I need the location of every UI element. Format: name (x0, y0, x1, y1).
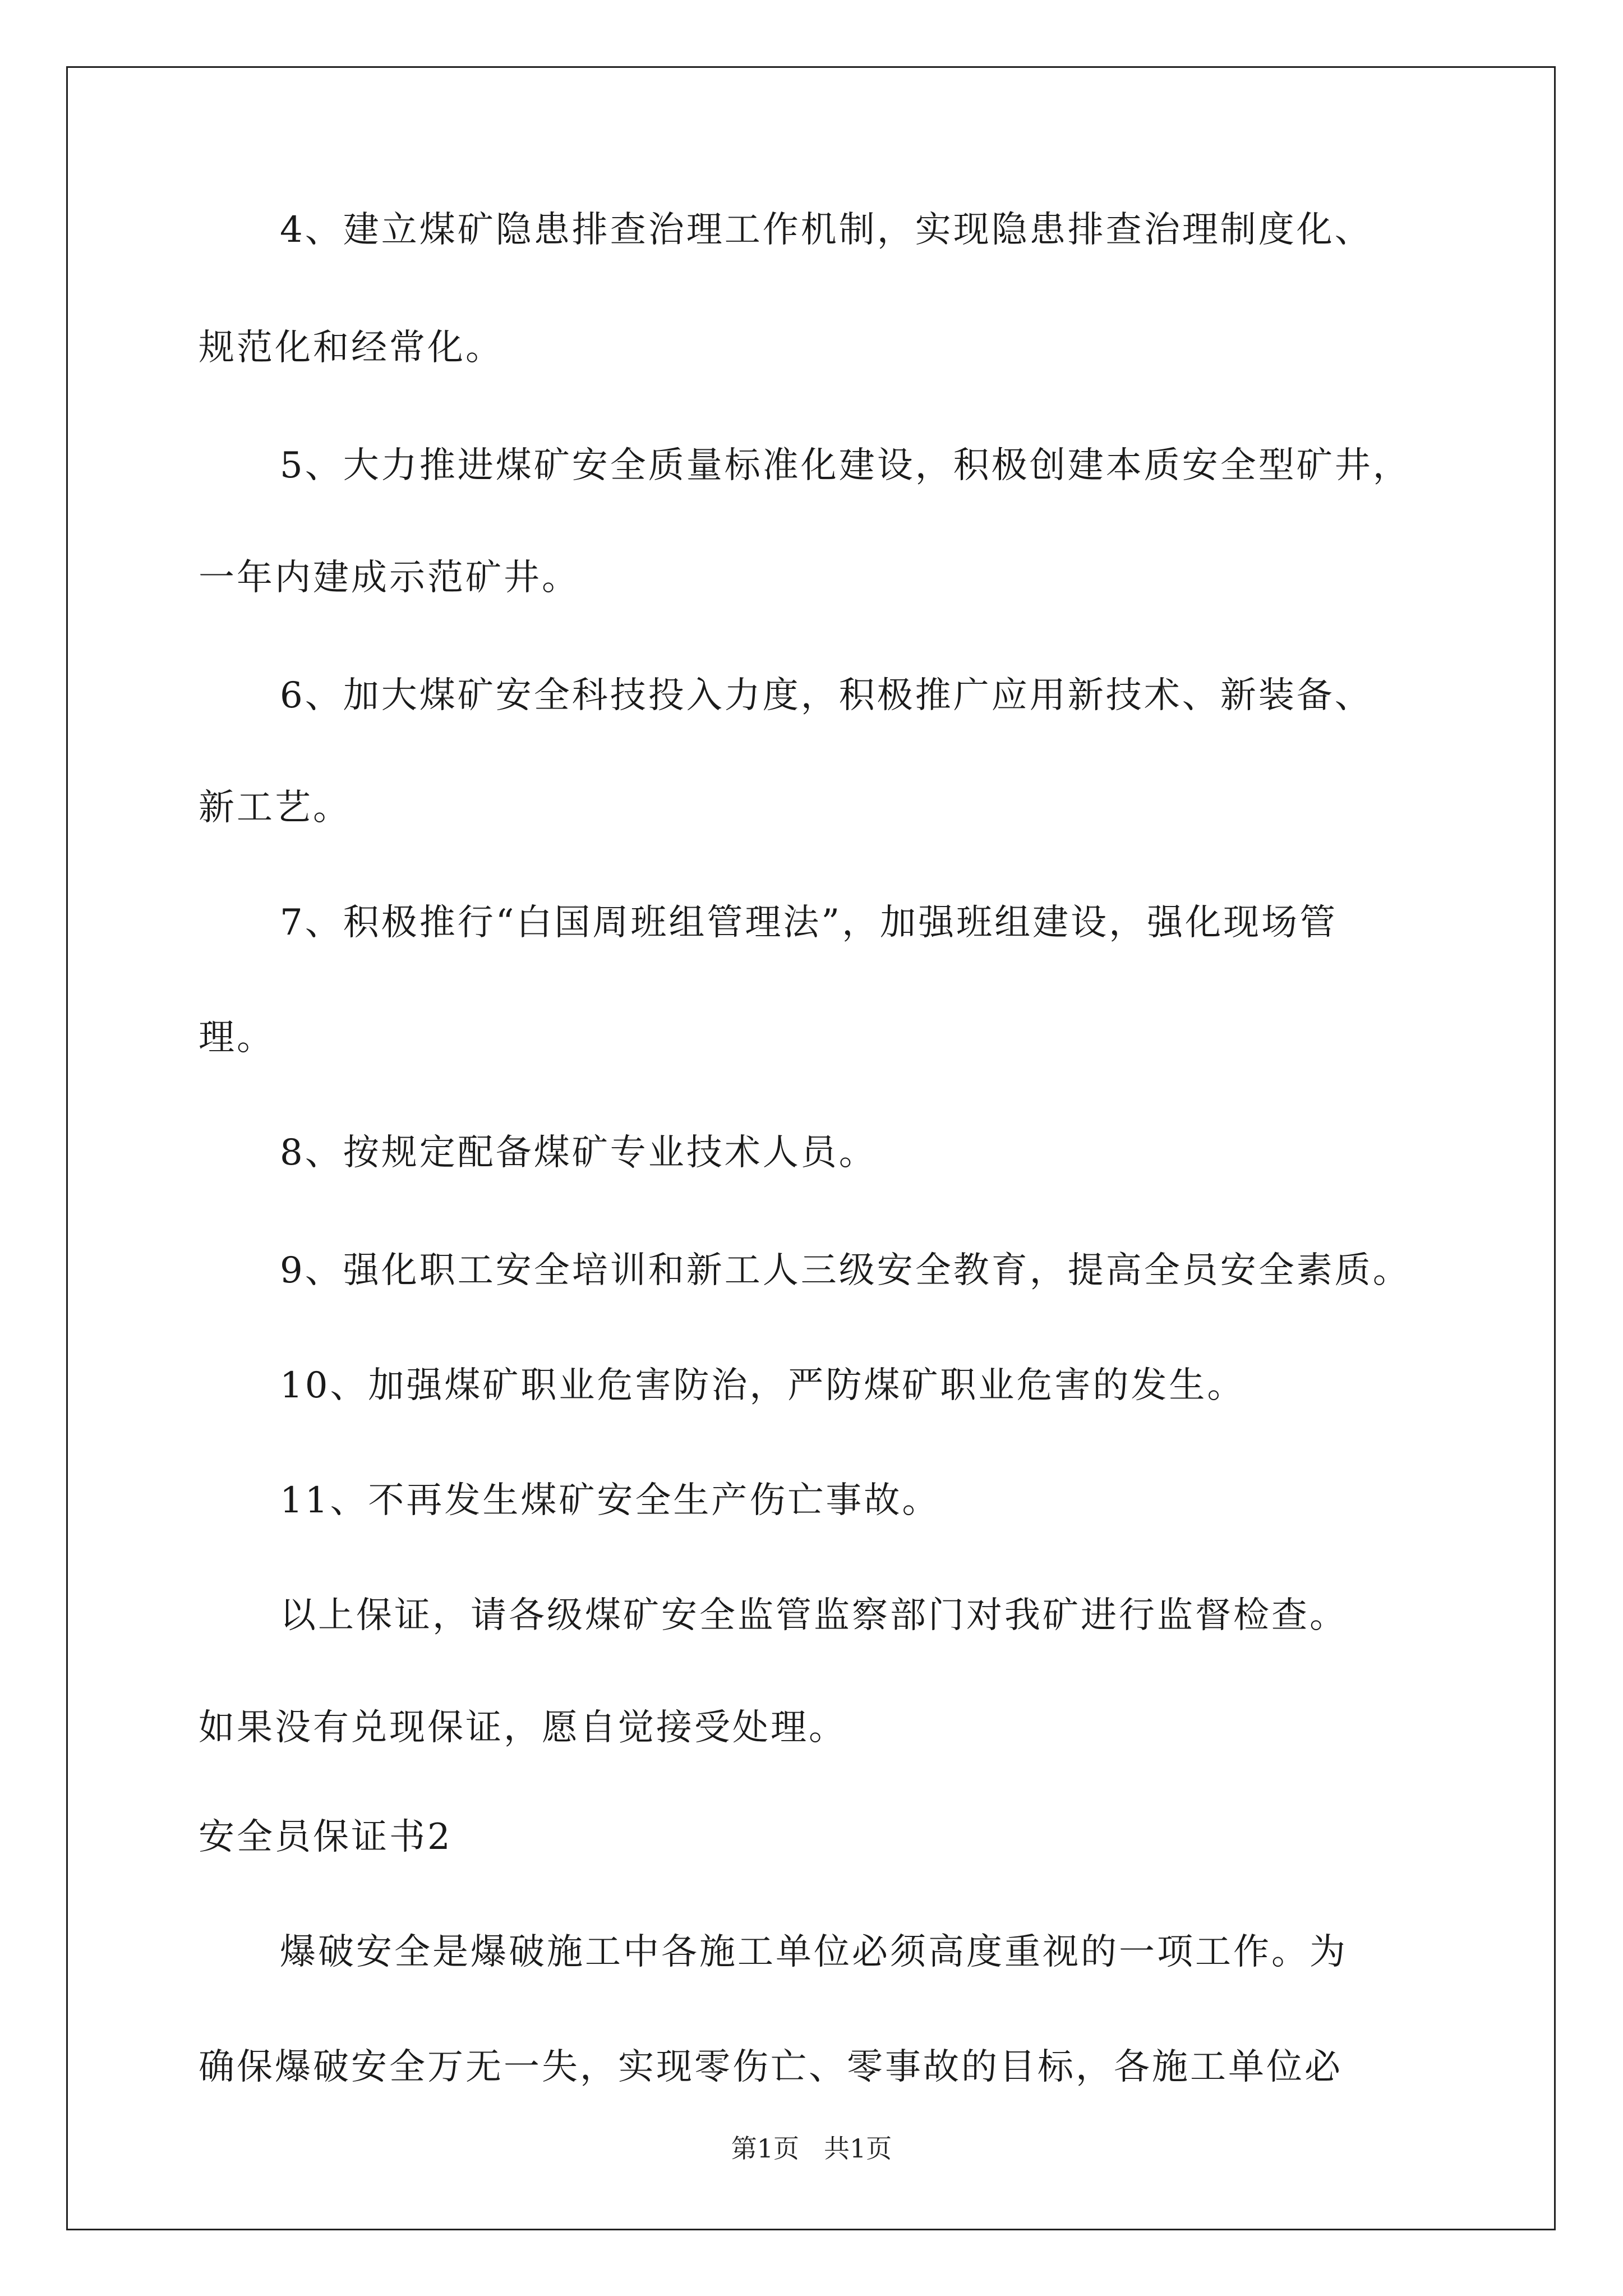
section-2-paragraph-line-2: 确保爆破安全万无一失，实现零伤亡、零事故的目标，各施工单位必 (199, 2046, 1343, 2088)
paragraph-7-line-2: 理。 (199, 1017, 275, 1059)
page-footer (0, 2132, 1623, 2165)
paragraph-5-line-2: 一年内建成示范矿井。 (199, 557, 580, 599)
paragraph-5-line-1: 5、大力推进煤矿安全质量标准化建设，积极创建本质安全型矿井， (280, 445, 1411, 486)
closing-paragraph-line-2: 如果没有兑现保证，愿自觉接受处理。 (199, 1707, 847, 1749)
paragraph-10: 10、加强煤矿职业危害防治，严防煤矿职业危害的发生。 (280, 1365, 1246, 1406)
section-heading: 安全员保证书2 (199, 1816, 453, 1858)
paragraph-4-line-1: 4、建立煤矿隐患排查治理工作机制，实现隐患排查治理制度化、 (280, 209, 1373, 251)
page-total: 共1页 (824, 2133, 892, 2164)
paragraph-11: 11、不再发生煤矿安全生产伤亡事故。 (280, 1480, 940, 1521)
page-number: 第1页 (731, 2133, 799, 2164)
closing-paragraph-line-1: 以上保证，请各级煤矿安全监管监察部门对我矿进行监督检查。 (280, 1595, 1348, 1636)
paragraph-4-line-2: 规范化和经常化。 (199, 327, 504, 369)
paragraph-6-line-1: 6、加大煤矿安全科技投入力度，积极推广应用新技术、新装备、 (280, 675, 1373, 716)
paragraph-9: 9、强化职工安全培训和新工人三级安全教育，提高全员安全素质。 (280, 1250, 1411, 1291)
section-2-paragraph-line-1: 爆破安全是爆破施工中各施工单位必须高度重视的一项工作。为 (280, 1931, 1348, 1973)
paragraph-6-line-2: 新工艺。 (199, 787, 351, 829)
paragraph-7-line-1: 7、积极推行“白国周班组管理法”，加强班组建设，强化现场管 (280, 902, 1338, 944)
paragraph-8: 8、按规定配备煤矿专业技术人员。 (280, 1132, 877, 1174)
